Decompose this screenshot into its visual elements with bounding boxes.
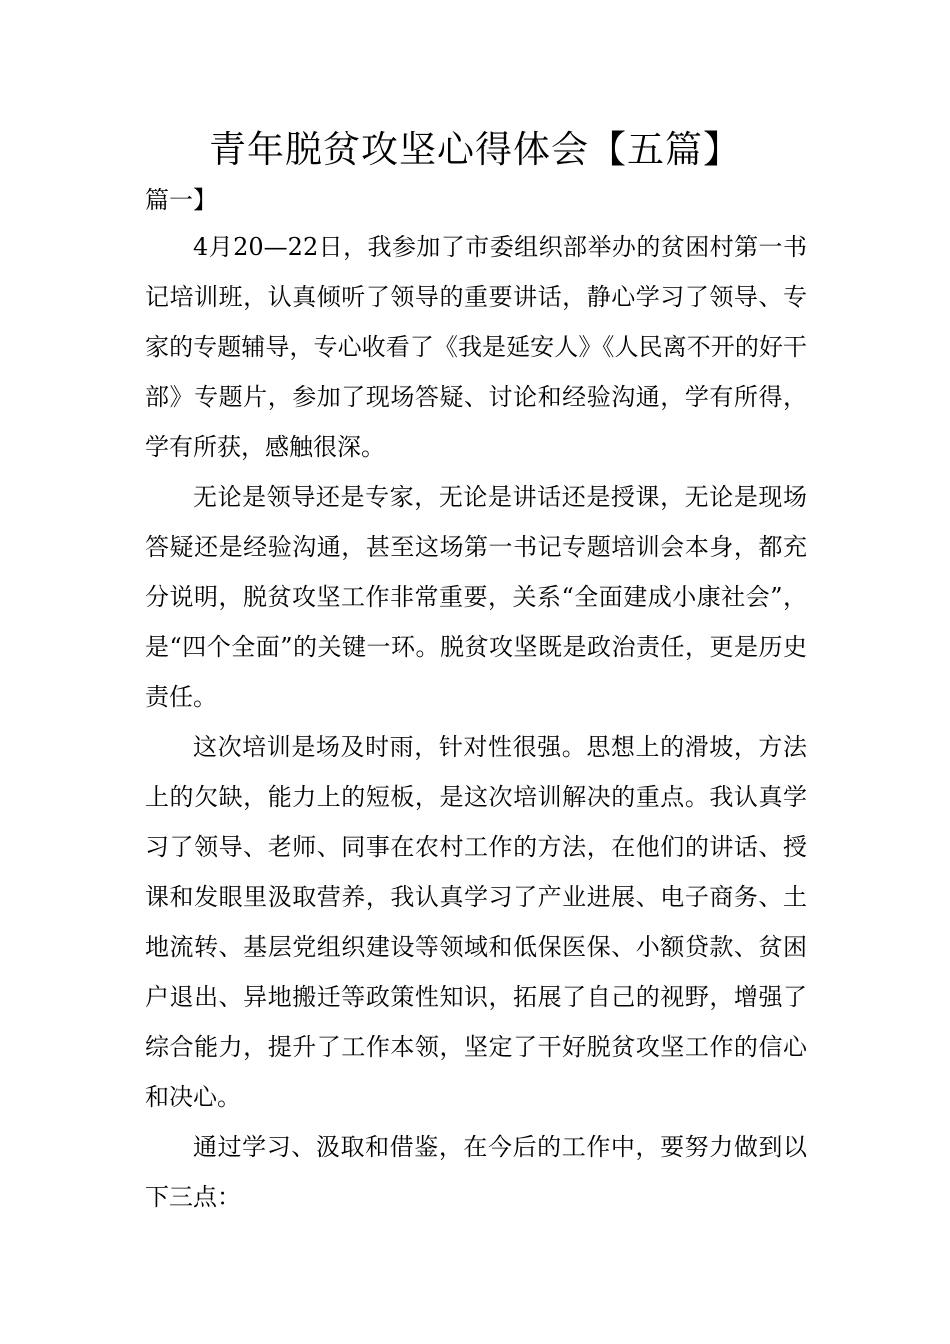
paragraph-4: 通过学习、汲取和借鉴，在今后的工作中，要努力做到以下三点： [145, 1133, 807, 1211]
paragraph-2: 无论是领导还是专家，无论是讲话还是授课，无论是现场答疑还是经验沟通，甚至这场第一书记专题培训会本身，都充分说明，脱贫攻坚工作非常重要，关系“全面建成小康社会”，是“四个全面”的关键一环。脱贫攻坚既是政治责任，更是历史责任。 [145, 483, 807, 711]
section-label: 篇一】 [145, 186, 217, 214]
paragraph-3: 这次培训是场及时雨，针对性很强。思想上的滑坡，方法上的欠缺，能力上的短板，是这次培训解决的重点。我认真学习了领导、老师、同事在农村工作的方法，在他们的讲话、授课和发眼里汲取营养，我认真学习了产业进展、电子商务、土地流转、基层党组织建设等领域和低保医保、小额贷款、贫困户退出、异地搬迁等政策性知识，拓展了自己的视野，增强了综合能力，提升了工作本领，坚定了干好脱贫攻坚工作的信心和决心。 [145, 733, 807, 1111]
document-body [145, 178, 807, 1222]
paragraph-1: 4月20—22日，我参加了市委组织部举办的贫困村第一书记培训班，认真倾听了领导的重要讲话，静心学习了领导、专家的专题辅导，专心收看了《我是延安人》《人民离不开的好干部》专题片，参加了现场答疑、讨论和经验沟通，学有所得，学有所获，感触很深。 [145, 233, 807, 461]
document-title: 青年脱贫攻坚心得体会【五篇】 [209, 128, 741, 171]
